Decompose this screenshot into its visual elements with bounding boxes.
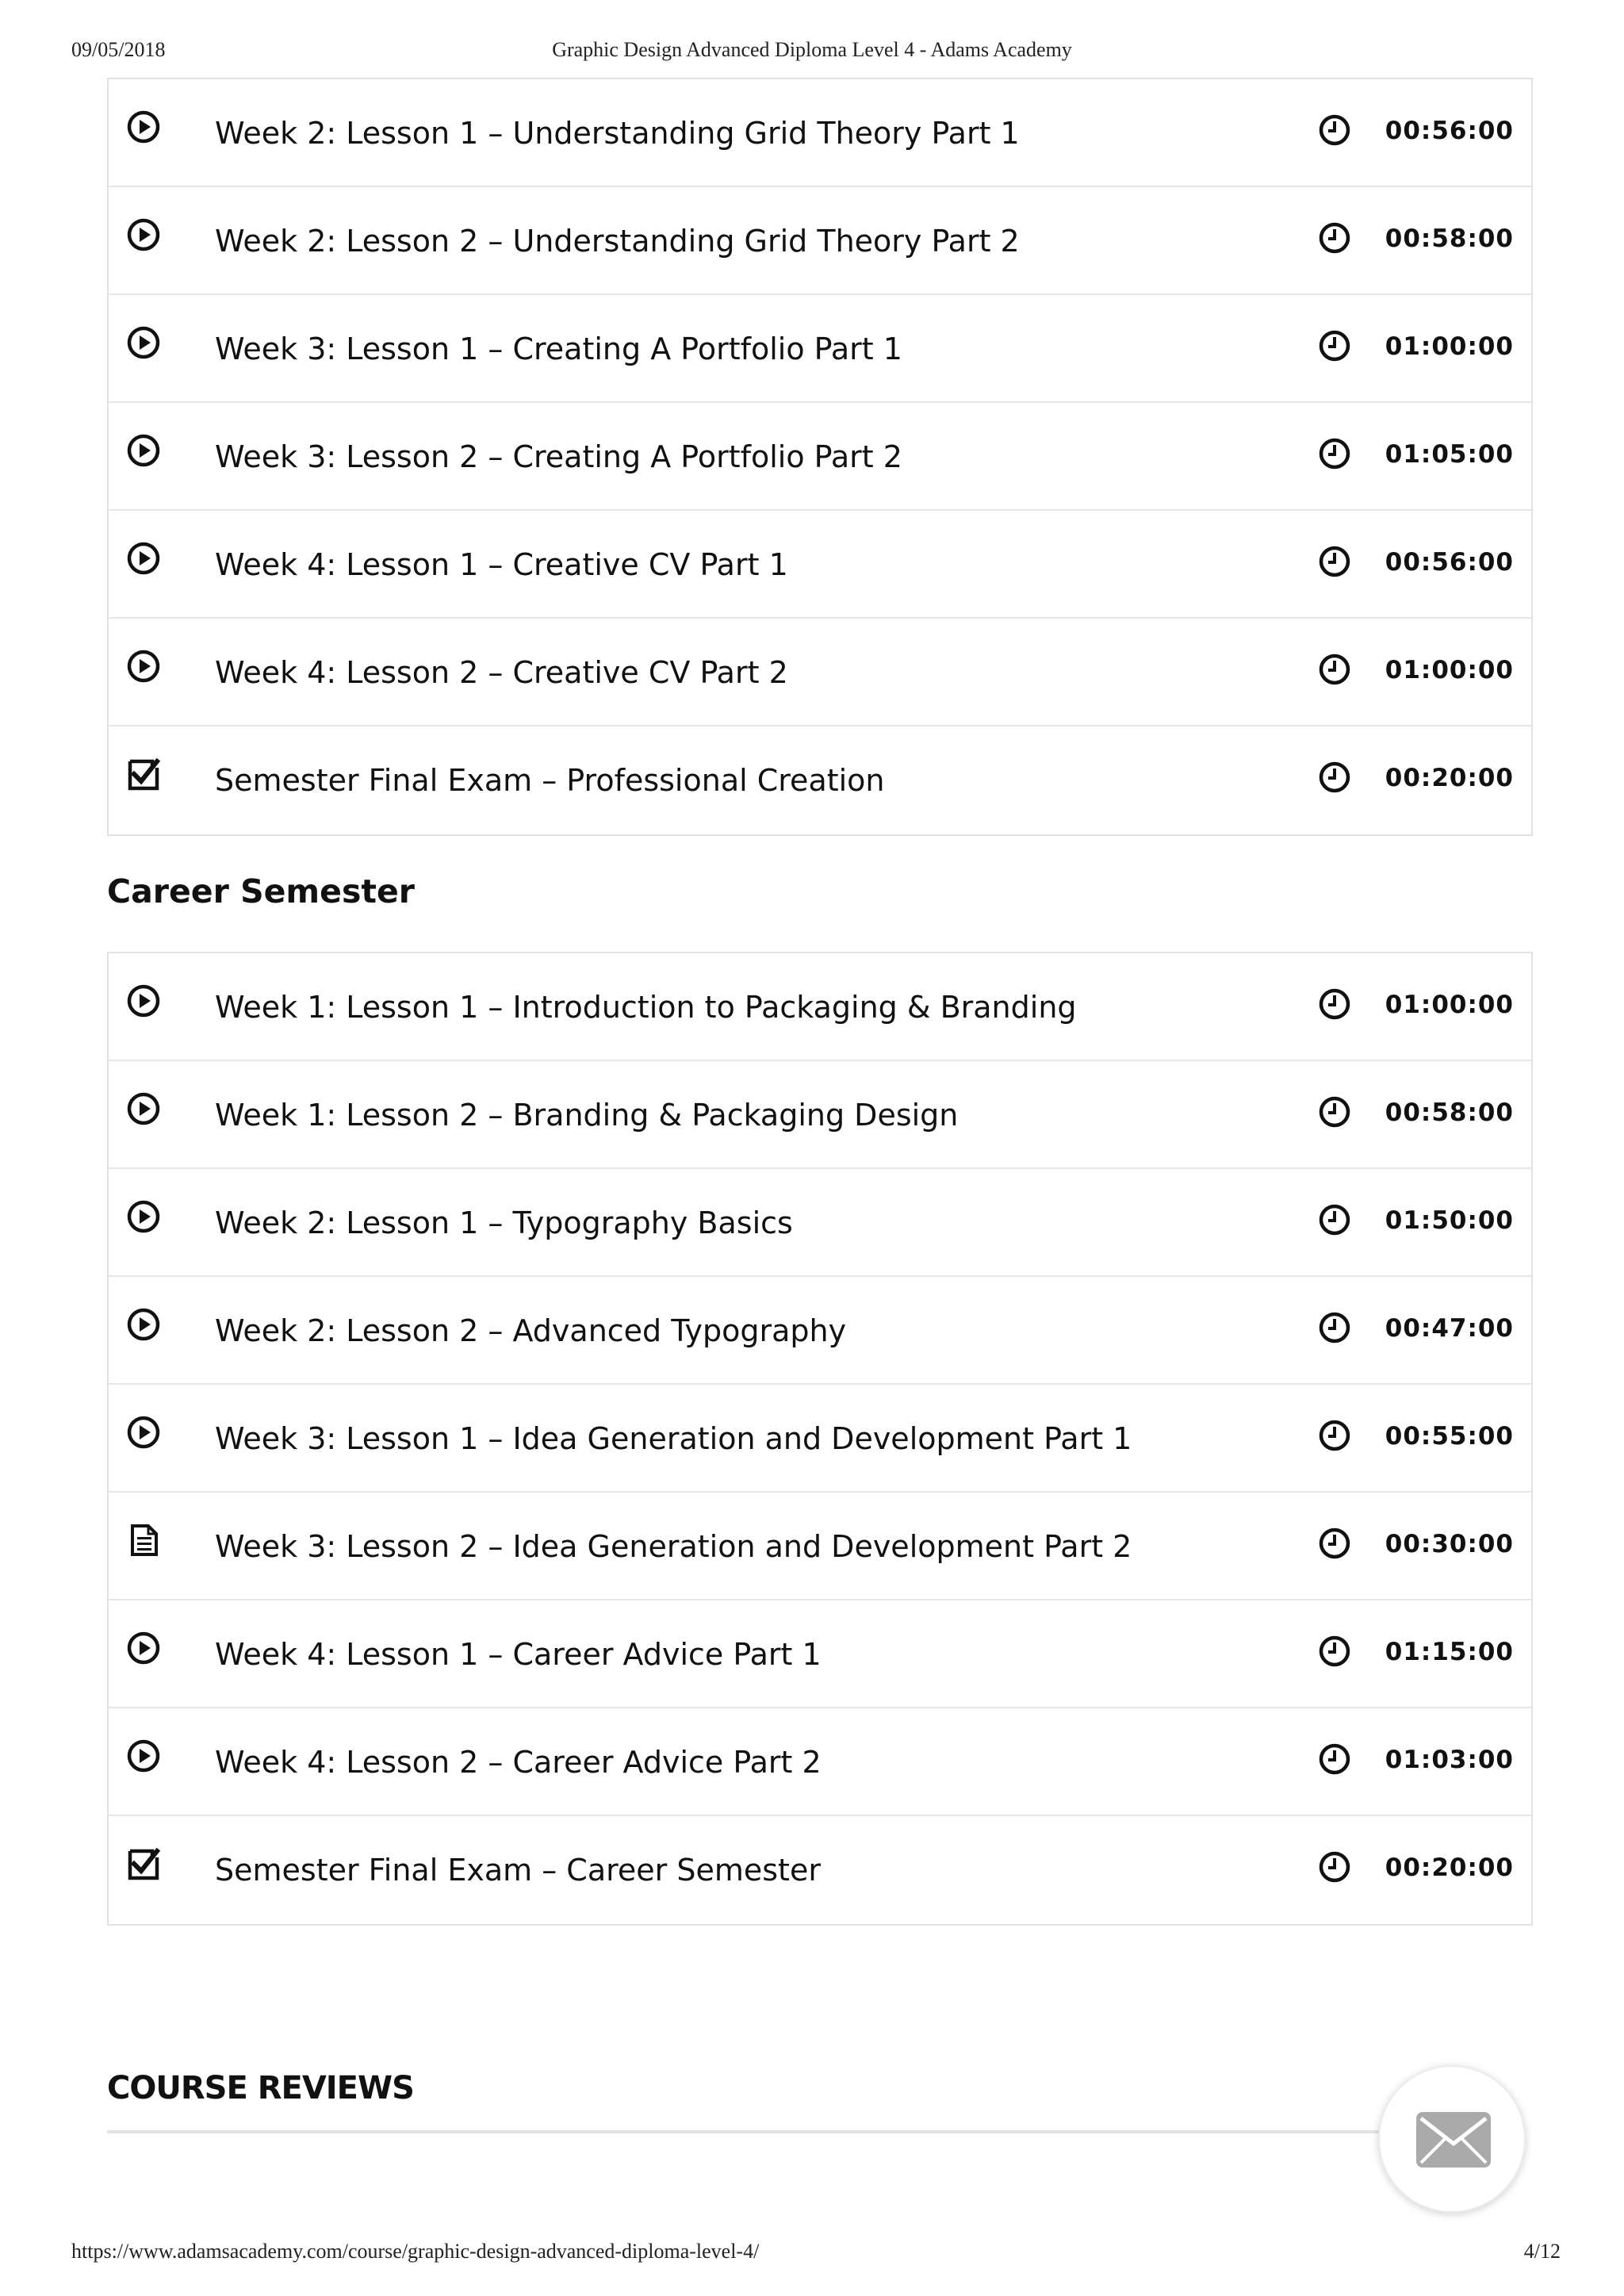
lesson-row[interactable] (109, 726, 1531, 834)
play-icon (126, 1307, 161, 1342)
lesson-title[interactable]: Week 1: Lesson 2 – Branding & Packaging Design (215, 1098, 959, 1133)
lesson-row[interactable] (109, 1600, 1531, 1708)
print-date: 09/05/2018 (71, 38, 166, 61)
curriculum-section-list (107, 78, 1533, 836)
course-reviews-heading: COURSE REVIEWS (107, 2070, 414, 2106)
lesson-duration: 01:00:00 (1385, 991, 1514, 1019)
clock-icon (1317, 328, 1352, 363)
lesson-title[interactable]: Week 1: Lesson 1 – Introduction to Packaging & Branding (215, 990, 1077, 1025)
lesson-duration: 00:20:00 (1385, 764, 1514, 792)
lesson-title[interactable]: Week 3: Lesson 2 – Idea Generation and Development Part 2 (215, 1529, 1132, 1564)
print-header (0, 38, 1624, 70)
clock-icon (1317, 1849, 1352, 1884)
clock-icon (1317, 220, 1352, 255)
lesson-duration: 01:15:00 (1385, 1638, 1514, 1666)
clock-icon (1317, 436, 1352, 471)
lesson-duration: 00:56:00 (1385, 548, 1514, 577)
print-footer (0, 2240, 1624, 2271)
lesson-duration: 01:00:00 (1385, 332, 1514, 361)
clock-icon (1317, 1202, 1352, 1237)
clock-icon (1317, 987, 1352, 1022)
lesson-row[interactable] (109, 1169, 1531, 1277)
lesson-duration: 01:00:00 (1385, 656, 1514, 684)
lesson-title[interactable]: Week 3: Lesson 2 – Creating A Portfolio Part 2 (215, 439, 902, 474)
play-icon (126, 1415, 161, 1450)
lesson-row[interactable] (109, 619, 1531, 726)
lesson-title[interactable]: Week 3: Lesson 1 – Idea Generation and Development Part 1 (215, 1421, 1132, 1456)
document-icon (126, 1523, 161, 1558)
lesson-duration: 01:50:00 (1385, 1206, 1514, 1235)
curriculum-section-list (107, 952, 1533, 1926)
lesson-row[interactable] (109, 1816, 1531, 1924)
envelope-icon (1416, 2112, 1491, 2168)
quiz-check-icon (126, 1846, 161, 1881)
play-icon (126, 109, 161, 144)
lesson-title[interactable]: Week 2: Lesson 1 – Understanding Grid Theory Part 1 (215, 116, 1020, 151)
play-icon (126, 1738, 161, 1773)
lesson-duration: 01:05:00 (1385, 440, 1514, 469)
lesson-duration: 00:47:00 (1385, 1314, 1514, 1343)
section-title-career-semester: Career Semester (107, 872, 415, 910)
play-icon (126, 217, 161, 252)
clock-icon (1317, 1418, 1352, 1453)
clock-icon (1317, 1634, 1352, 1669)
lesson-row[interactable] (109, 1493, 1531, 1600)
lesson-title[interactable]: Semester Final Exam – Career Semester (215, 1853, 821, 1888)
lesson-title[interactable]: Week 2: Lesson 2 – Advanced Typography (215, 1313, 847, 1348)
clock-icon (1317, 760, 1352, 795)
lesson-row[interactable] (109, 1708, 1531, 1816)
contact-mail-button[interactable] (1378, 2065, 1526, 2213)
clock-icon (1317, 1526, 1352, 1561)
clock-icon (1317, 1094, 1352, 1129)
play-icon (126, 541, 161, 576)
print-page-number: 4/12 (1523, 2240, 1561, 2263)
lesson-duration: 00:55:00 (1385, 1422, 1514, 1451)
lesson-duration: 00:30:00 (1385, 1530, 1514, 1558)
lesson-row[interactable] (109, 295, 1531, 403)
clock-icon (1317, 113, 1352, 148)
lesson-duration: 01:03:00 (1385, 1746, 1514, 1774)
lesson-row[interactable] (109, 403, 1531, 511)
lesson-duration: 00:58:00 (1385, 1098, 1514, 1127)
print-page-title: Graphic Design Advanced Diploma Level 4 - Adams Academy (552, 38, 1072, 61)
lesson-row[interactable] (109, 511, 1531, 619)
lesson-title[interactable]: Week 3: Lesson 1 – Creating A Portfolio Part 1 (215, 332, 902, 366)
lesson-duration: 00:20:00 (1385, 1853, 1514, 1882)
play-icon (126, 1199, 161, 1234)
clock-icon (1317, 652, 1352, 687)
lesson-title[interactable]: Semester Final Exam – Professional Creation (215, 763, 885, 798)
lesson-title[interactable]: Week 4: Lesson 2 – Creative CV Part 2 (215, 655, 788, 690)
play-icon (126, 1631, 161, 1665)
play-icon (126, 325, 161, 360)
lesson-duration: 00:58:00 (1385, 224, 1514, 253)
lesson-title[interactable]: Week 2: Lesson 2 – Understanding Grid Theory Part 2 (215, 224, 1020, 259)
quiz-check-icon (126, 757, 161, 792)
lesson-title[interactable]: Week 4: Lesson 1 – Career Advice Part 1 (215, 1637, 822, 1672)
lesson-row[interactable] (109, 953, 1531, 1061)
lesson-row[interactable] (109, 1385, 1531, 1493)
print-url: https://www.adamsacademy.com/course/graphic-design-advanced-diploma-level-4/ (71, 2240, 760, 2263)
play-icon (126, 649, 161, 684)
lesson-row[interactable] (109, 1061, 1531, 1169)
lesson-row[interactable] (109, 187, 1531, 295)
clock-icon (1317, 544, 1352, 579)
play-icon (126, 1091, 161, 1126)
lesson-title[interactable]: Week 4: Lesson 1 – Creative CV Part 1 (215, 547, 788, 582)
lesson-row[interactable] (109, 79, 1531, 187)
lesson-row[interactable] (109, 1277, 1531, 1385)
clock-icon (1317, 1310, 1352, 1345)
clock-icon (1317, 1742, 1352, 1777)
lesson-duration: 00:56:00 (1385, 117, 1514, 145)
play-icon (126, 433, 161, 468)
lesson-title[interactable]: Week 4: Lesson 2 – Career Advice Part 2 (215, 1745, 822, 1780)
divider (107, 2130, 1491, 2133)
play-icon (126, 983, 161, 1018)
lesson-title[interactable]: Week 2: Lesson 1 – Typography Basics (215, 1205, 793, 1240)
